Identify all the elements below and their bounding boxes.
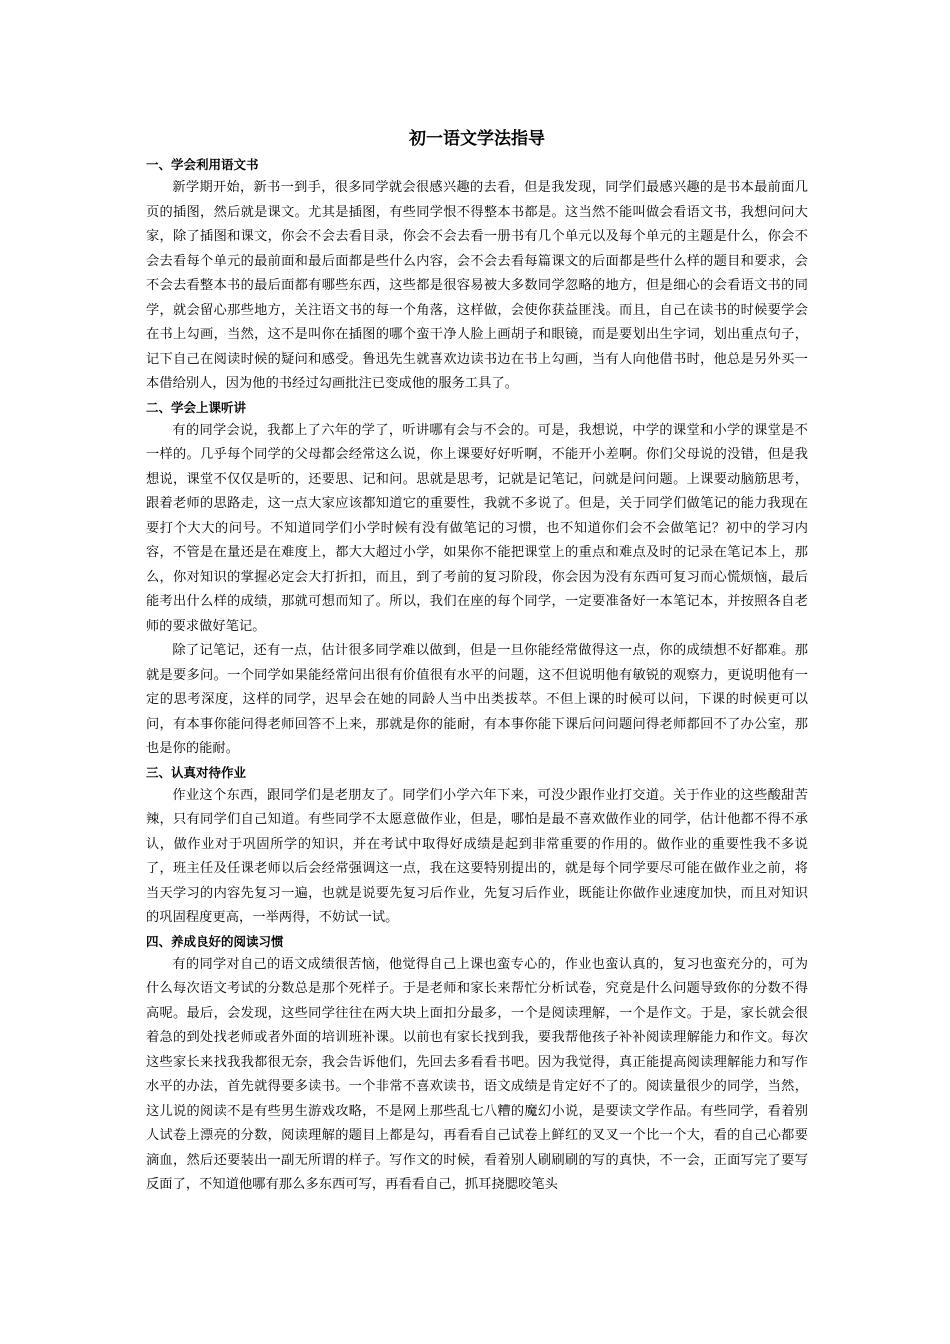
paragraph: 新学期开始，新书一到手，很多同学就会很感兴趣的去看，但是我发现，同学们最感兴趣的是书本最前面几页的插图，然后就是课文。尤其是插图，有些同学恨不得整本书都是。这当然不能叫做会看语文书，我想问问大家，除了插图和课文，你会不会去看目录，你会不会去看一册书有几个单元以及每个单元的主题是什么，你会不会去看每个单元的最前面和最后面都是些什么内容，会不会去看每篇课文的后面都是些什么样的题目和要求，会不会去看整本书的最后面都有哪些东西，这些都是很容易被大多数同学忽略的地方，但是细心的会看语文书的同学，就会留心那些地方，关注语文书的每一个角落，这样做，会使你获益匪浅。而且，自己在读书的时候要学会在书上勾画，当然，这不是叫你在插图的哪个蛮干净人脸上画胡子和眼镜，而是要划出生字词，划出重点句子，记下自己在阅读时候的疑问和感受。鲁迅先生就喜欢边读书边在书上勾画，当有人向他借书时，他总是另外买一本借给别人，因为他的书经过勾画批注已变成他的服务工具了。	[146, 180, 808, 391]
paragraph: 作业这个东西，跟同学们是老朋友了。同学们小学六年下来，可没少跟作业打交道。关于作业的这些酸甜苦辣，只有同学们自己知道。有些同学不太愿意做作业，但是，哪怕是最不喜欢做作业的同学，估计他都不得不承认，做作业对于巩固所学的知识，并在考试中取得好成绩是起到非常重要的作用的。做作业的重要性我不多说了，班主任及任课老师以后会经常强调这一点，我在这要特别提出的，就是每个同学要尽可能在做作业之前，将当天学习的内容先复习一遍，也就是说要先复习后作业，先复习后作业，既能让你做作业速度加快，而且对知识的巩固程度更高，一举两得，不妨试一试。	[146, 787, 808, 925]
section-heading: 三、认真对待作业	[146, 764, 247, 780]
section-heading: 四、养成良好的阅读习惯	[146, 933, 284, 949]
document-title: 初一语文学法指导	[409, 129, 545, 149]
section-textbook	[146, 154, 808, 397]
paragraph: 除了记笔记，还有一点，估计很多同学难以做到，但是一旦你能经常做得这一点，你的成绩想不好都难。那就是要多问。一个同学如果能经常问出很有价值很有水平的问题，这不但说明他有敏锐的观察力，更说明他有一定的思考深度，这样的同学，迟早会在她的同龄人当中出类拔萃。不但上课的时候可以问，下课的时候更可以问，有本事你能问得老师回答不上来，那就是你的能耐，有本事你能下课后问问题问得老师都回不了办公室，那也是你的能耐。	[146, 643, 808, 756]
section-heading: 二、学会上课听讲	[146, 399, 247, 415]
section-homework	[146, 762, 808, 931]
section-reading	[146, 931, 808, 1198]
paragraph: 有的同学会说，我都上了六年的学了，听讲哪有会与不会的。可是，我想说，中学的课堂和小学的课堂是不一样的。几乎每个同学的父母都会经常这么说，你上课要好好听啊，不能开小差啊。你们父母说的没错，但是我想说，课堂不仅仅是听的，还要思、记和问。思就是思考，记就是记笔记，问就是问问题。上课要动脑筋思考，跟着老师的思路走，这一点大家应该都知道它的重要性，我就不多说了。但是，关于同学们做笔记的能力我现在要打个大大的问号。不知道同学们小学时候有没有做笔记的习惯，也不知道你们会不会做笔记？初中的学习内容，不管是在量还是在难度上，都大大超过小学，如果你不能把课堂上的重点和难点及时的记录在笔记本上，那么，你对知识的掌握必定会大打折扣，而且，到了考前的复习阶段，你会因为没有东西可复习而心慌烦恼，最后能考出什么样的成绩，那就可想而知了。所以，我们在座的每个同学，一定要准备好一本笔记本，并按照各自老师的要求做好笔记。	[146, 422, 808, 634]
document-page	[146, 126, 808, 1198]
section-heading: 一、学会利用语文书	[146, 157, 259, 172]
section-listening	[146, 397, 808, 762]
paragraph: 有的同学对自己的语文成绩很苦恼，他觉得自己上课也蛮专心的，作业也蛮认真的，复习也蛮充分的，可为什么每次语文考试的分数总是那个死样子。于是老师和家长来帮忙分析试卷，究竟是什么问题导致你的分数不得高呢。最后，会发现，这些同学往往在两大块上面扣分最多，一个是阅读理解，一个是作文。于是，家长就会很着急的到处找老师或者外面的培训班补课。以前也有家长找到我，要我帮他孩子补补阅读理解能力和作文。每次这些家长来找我我都很无奈，我会告诉他们，先回去多看看书吧。因为我觉得，真正能提高阅读理解能力和写作水平的办法，首先就得要多读书。一个非常不喜欢读书，语文成绩是肯定好不了的。阅读量很少的同学，当然，这儿说的阅读不是有些男生游戏攻略，不是网上那些乱七八糟的魔幻小说，是要读文学作品。有些同学，看着别人试卷上漂亮的分数，阅读理解的题目上都是勾，再看看自己试卷上鲜红的叉叉一个比一个大，看的自己心都要滴血，然后还要装出一副无所谓的样子。写作文的时候，看着别人刷刷刷的写的真快，不一会，正面写完了要写反面了，不知道他哪有那么多东西可写，再看看自己，抓耳挠腮咬笔头	[146, 956, 808, 1192]
